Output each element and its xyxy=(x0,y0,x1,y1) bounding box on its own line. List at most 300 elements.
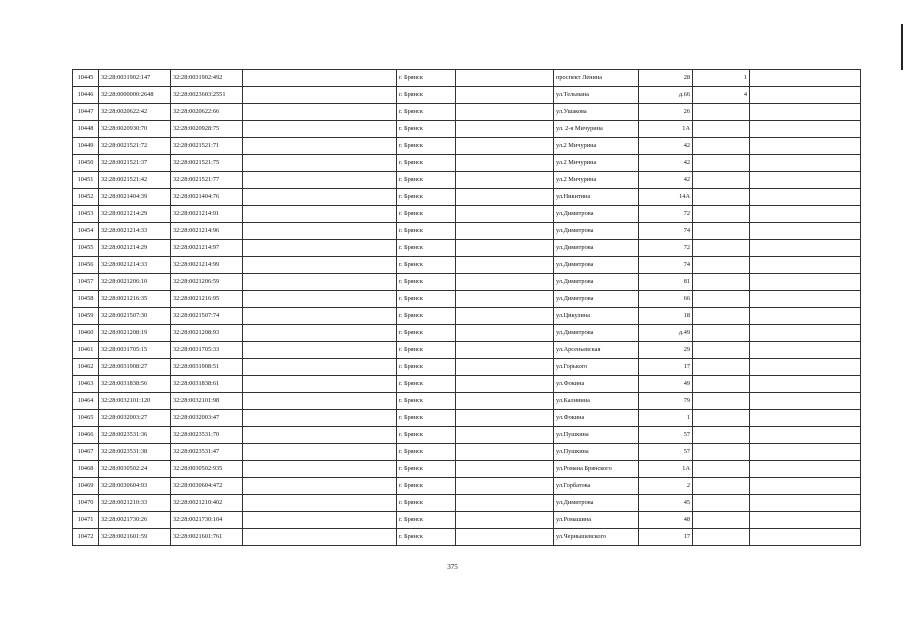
empty-cell xyxy=(243,121,397,138)
city-cell: г. Брянск xyxy=(397,240,456,257)
table-row xyxy=(73,512,861,529)
table-row xyxy=(73,274,861,291)
empty-cell xyxy=(750,308,861,325)
row-number-cell: 10463 xyxy=(73,376,99,393)
row-number-cell: 10445 xyxy=(73,70,99,87)
row-number-cell: 10457 xyxy=(73,274,99,291)
city-cell: г. Брянск xyxy=(397,257,456,274)
land-cadastral-number-cell: 32:28:0021730:26 xyxy=(99,512,171,529)
empty-cell xyxy=(750,444,861,461)
count-cell xyxy=(693,274,750,291)
land-cadastral-number-cell: 32:28:0021210:33 xyxy=(99,495,171,512)
house-number-cell: 1А xyxy=(639,461,693,478)
building-cadastral-number-cell: 32:28:0020622:66 xyxy=(171,104,243,121)
building-cadastral-number-cell: 32:28:0023603:2551 xyxy=(171,87,243,104)
empty-cell xyxy=(243,189,397,206)
empty-cell xyxy=(243,223,397,240)
table-row xyxy=(73,87,861,104)
empty-cell xyxy=(750,155,861,172)
page-number: 375 xyxy=(447,563,458,571)
street-cell: ул.Пушкина xyxy=(554,444,639,461)
building-cadastral-number-cell: 32:28:0021521:75 xyxy=(171,155,243,172)
table-row xyxy=(73,444,861,461)
count-cell xyxy=(693,512,750,529)
building-cadastral-number-cell: 32:28:0021216:95 xyxy=(171,291,243,308)
building-cadastral-number-cell: 32:28:0021507:74 xyxy=(171,308,243,325)
empty-cell xyxy=(750,291,861,308)
house-number-cell: 48 xyxy=(639,512,693,529)
table-row xyxy=(73,376,861,393)
table-row xyxy=(73,529,861,546)
row-number-cell: 10469 xyxy=(73,478,99,495)
row-number-cell: 10451 xyxy=(73,172,99,189)
city-cell: г. Брянск xyxy=(397,376,456,393)
row-number-cell: 10468 xyxy=(73,461,99,478)
empty-cell xyxy=(456,529,554,546)
house-number-cell: 17 xyxy=(639,529,693,546)
city-cell: г. Брянск xyxy=(397,342,456,359)
building-cadastral-number-cell: 32:28:0021521:77 xyxy=(171,172,243,189)
empty-cell xyxy=(750,512,861,529)
street-cell: ул.Димитрова xyxy=(554,257,639,274)
house-number-cell: 57 xyxy=(639,427,693,444)
count-cell xyxy=(693,325,750,342)
register-body xyxy=(73,70,861,546)
count-cell xyxy=(693,376,750,393)
building-cadastral-number-cell: 32:28:0030604:472 xyxy=(171,478,243,495)
empty-cell xyxy=(750,325,861,342)
building-cadastral-number-cell: 32:28:0021214:91 xyxy=(171,206,243,223)
street-cell: ул.Арсеньевская xyxy=(554,342,639,359)
land-cadastral-number-cell: 32:28:0032101:120 xyxy=(99,393,171,410)
empty-cell xyxy=(456,257,554,274)
empty-cell xyxy=(456,478,554,495)
land-cadastral-number-cell: 32:28:0020930:70 xyxy=(99,121,171,138)
table-row xyxy=(73,104,861,121)
empty-cell xyxy=(456,461,554,478)
city-cell: г. Брянск xyxy=(397,308,456,325)
street-cell: ул.Димитрова xyxy=(554,325,639,342)
table-row xyxy=(73,240,861,257)
count-cell xyxy=(693,257,750,274)
building-cadastral-number-cell: 32:28:0021210:402 xyxy=(171,495,243,512)
land-cadastral-number-cell: 32:28:0021216:35 xyxy=(99,291,171,308)
building-cadastral-number-cell: 32:28:0020928:75 xyxy=(171,121,243,138)
count-cell xyxy=(693,342,750,359)
empty-cell xyxy=(456,393,554,410)
empty-cell xyxy=(456,240,554,257)
empty-cell xyxy=(243,444,397,461)
city-cell: г. Брянск xyxy=(397,410,456,427)
empty-cell xyxy=(750,87,861,104)
empty-cell xyxy=(750,138,861,155)
empty-cell xyxy=(456,87,554,104)
row-number-cell: 10471 xyxy=(73,512,99,529)
empty-cell xyxy=(750,376,861,393)
row-number-cell: 10448 xyxy=(73,121,99,138)
house-number-cell: 42 xyxy=(639,138,693,155)
empty-cell xyxy=(243,87,397,104)
street-cell: ул.Романа Брянского xyxy=(554,461,639,478)
building-cadastral-number-cell: 32:28:0032003:47 xyxy=(171,410,243,427)
building-cadastral-number-cell: 32:28:0032101:98 xyxy=(171,393,243,410)
land-cadastral-number-cell: 32:28:0021214:33 xyxy=(99,223,171,240)
count-cell: 4 xyxy=(693,87,750,104)
house-number-cell: 81 xyxy=(639,274,693,291)
row-number-cell: 10465 xyxy=(73,410,99,427)
empty-cell xyxy=(456,308,554,325)
house-number-cell: 72 xyxy=(639,240,693,257)
street-cell: ул.Горького xyxy=(554,359,639,376)
house-number-cell: 14А xyxy=(639,189,693,206)
street-cell: ул.Пушкина xyxy=(554,427,639,444)
house-number-cell: д.66 xyxy=(639,87,693,104)
empty-cell xyxy=(456,376,554,393)
land-cadastral-number-cell: 32:28:0021521:72 xyxy=(99,138,171,155)
house-number-cell: 45 xyxy=(639,495,693,512)
building-cadastral-number-cell: 32:28:0031705:33 xyxy=(171,342,243,359)
row-number-cell: 10467 xyxy=(73,444,99,461)
house-number-cell: 57 xyxy=(639,444,693,461)
street-cell: ул.Никитина xyxy=(554,189,639,206)
city-cell: г. Брянск xyxy=(397,359,456,376)
city-cell: г. Брянск xyxy=(397,206,456,223)
land-cadastral-number-cell: 32:28:0030502:24 xyxy=(99,461,171,478)
empty-cell xyxy=(456,206,554,223)
land-cadastral-number-cell: 32:28:0023531:38 xyxy=(99,444,171,461)
street-cell: ул. 2-я Мичурина xyxy=(554,121,639,138)
table-row xyxy=(73,393,861,410)
table-row xyxy=(73,70,861,87)
building-cadastral-number-cell: 32:28:0021404:76 xyxy=(171,189,243,206)
land-cadastral-number-cell: 32:28:0021507:30 xyxy=(99,308,171,325)
building-cadastral-number-cell: 32:28:0023531:70 xyxy=(171,427,243,444)
street-cell: ул.2 Мичурина xyxy=(554,138,639,155)
row-number-cell: 10452 xyxy=(73,189,99,206)
row-number-cell: 10454 xyxy=(73,223,99,240)
land-cadastral-number-cell: 32:28:0031908:27 xyxy=(99,359,171,376)
building-cadastral-number-cell: 32:28:0021214:97 xyxy=(171,240,243,257)
empty-cell xyxy=(243,342,397,359)
count-cell xyxy=(693,410,750,427)
empty-cell xyxy=(456,342,554,359)
empty-cell xyxy=(243,359,397,376)
building-cadastral-number-cell: 32:28:0031838:61 xyxy=(171,376,243,393)
empty-cell xyxy=(456,325,554,342)
empty-cell xyxy=(243,308,397,325)
land-cadastral-number-cell: 32:28:0031838:56 xyxy=(99,376,171,393)
house-number-cell: 1 xyxy=(639,410,693,427)
empty-cell xyxy=(750,359,861,376)
land-cadastral-number-cell: 32:28:0020622:42 xyxy=(99,104,171,121)
count-cell xyxy=(693,444,750,461)
empty-cell xyxy=(750,461,861,478)
empty-cell xyxy=(750,206,861,223)
table-row xyxy=(73,325,861,342)
building-cadastral-number-cell: 32:28:0021214:96 xyxy=(171,223,243,240)
house-number-cell: 18 xyxy=(639,308,693,325)
street-cell: ул.Димитрова xyxy=(554,495,639,512)
house-number-cell: д.49 xyxy=(639,325,693,342)
empty-cell xyxy=(750,189,861,206)
land-cadastral-number-cell: 32:28:0000000:2648 xyxy=(99,87,171,104)
city-cell: г. Брянск xyxy=(397,138,456,155)
land-cadastral-number-cell: 32:28:0021521:37 xyxy=(99,155,171,172)
count-cell xyxy=(693,104,750,121)
table-row xyxy=(73,359,861,376)
count-cell xyxy=(693,359,750,376)
city-cell: г. Брянск xyxy=(397,189,456,206)
empty-cell xyxy=(243,325,397,342)
empty-cell xyxy=(456,410,554,427)
land-cadastral-number-cell: 32:28:0021208:19 xyxy=(99,325,171,342)
empty-cell xyxy=(750,529,861,546)
city-cell: г. Брянск xyxy=(397,70,456,87)
city-cell: г. Брянск xyxy=(397,223,456,240)
house-number-cell: 74 xyxy=(639,223,693,240)
count-cell xyxy=(693,172,750,189)
street-cell: ул.Ушакова xyxy=(554,104,639,121)
table-row xyxy=(73,495,861,512)
land-cadastral-number-cell: 32:28:0031902:147 xyxy=(99,70,171,87)
city-cell: г. Брянск xyxy=(397,121,456,138)
row-number-cell: 10470 xyxy=(73,495,99,512)
empty-cell xyxy=(456,155,554,172)
table-row xyxy=(73,121,861,138)
house-number-cell: 1А xyxy=(639,121,693,138)
city-cell: г. Брянск xyxy=(397,512,456,529)
city-cell: г. Брянск xyxy=(397,393,456,410)
table-row xyxy=(73,206,861,223)
land-cadastral-number-cell: 32:28:0030604:93 xyxy=(99,478,171,495)
table-row xyxy=(73,257,861,274)
land-cadastral-number-cell: 32:28:0032003:27 xyxy=(99,410,171,427)
row-number-cell: 10458 xyxy=(73,291,99,308)
empty-cell xyxy=(243,427,397,444)
street-cell: ул.Чернышевского xyxy=(554,529,639,546)
count-cell xyxy=(693,529,750,546)
count-cell xyxy=(693,427,750,444)
building-cadastral-number-cell: 32:28:0021601:761 xyxy=(171,529,243,546)
row-number-cell: 10447 xyxy=(73,104,99,121)
empty-cell xyxy=(456,189,554,206)
empty-cell xyxy=(243,478,397,495)
land-cadastral-number-cell: 32:28:0031705:15 xyxy=(99,342,171,359)
house-number-cell: 17 xyxy=(639,359,693,376)
city-cell: г. Брянск xyxy=(397,529,456,546)
street-cell: ул.Димитрова xyxy=(554,223,639,240)
table-row xyxy=(73,308,861,325)
empty-cell xyxy=(243,155,397,172)
empty-cell xyxy=(456,512,554,529)
count-cell xyxy=(693,206,750,223)
street-cell: ул.Димитрова xyxy=(554,274,639,291)
street-cell: ул.2 Мичурина xyxy=(554,172,639,189)
table-row xyxy=(73,172,861,189)
row-number-cell: 10464 xyxy=(73,393,99,410)
house-number-cell: 72 xyxy=(639,206,693,223)
empty-cell xyxy=(456,495,554,512)
building-cadastral-number-cell: 32:28:0021206:59 xyxy=(171,274,243,291)
city-cell: г. Брянск xyxy=(397,155,456,172)
row-number-cell: 10462 xyxy=(73,359,99,376)
count-cell xyxy=(693,291,750,308)
table-row xyxy=(73,138,861,155)
land-cadastral-number-cell: 32:28:0021404:39 xyxy=(99,189,171,206)
row-number-cell: 10453 xyxy=(73,206,99,223)
empty-cell xyxy=(750,240,861,257)
count-cell xyxy=(693,308,750,325)
row-number-cell: 10472 xyxy=(73,529,99,546)
house-number-cell: 29 xyxy=(639,342,693,359)
city-cell: г. Брянск xyxy=(397,325,456,342)
table-row xyxy=(73,291,861,308)
empty-cell xyxy=(456,223,554,240)
house-number-cell: 49 xyxy=(639,376,693,393)
house-number-cell: 42 xyxy=(639,172,693,189)
row-number-cell: 10461 xyxy=(73,342,99,359)
city-cell: г. Брянск xyxy=(397,291,456,308)
table-row xyxy=(73,478,861,495)
house-number-cell: 28 xyxy=(639,70,693,87)
empty-cell xyxy=(243,206,397,223)
scan-edge-mark xyxy=(901,24,903,70)
empty-cell xyxy=(456,138,554,155)
row-number-cell: 10449 xyxy=(73,138,99,155)
building-cadastral-number-cell: 32:28:0021730:104 xyxy=(171,512,243,529)
building-cadastral-number-cell: 32:28:0031902:492 xyxy=(171,70,243,87)
row-number-cell: 10456 xyxy=(73,257,99,274)
row-number-cell: 10455 xyxy=(73,240,99,257)
city-cell: г. Брянск xyxy=(397,444,456,461)
street-cell: ул.Димитрова xyxy=(554,291,639,308)
table-row xyxy=(73,155,861,172)
count-cell xyxy=(693,223,750,240)
empty-cell xyxy=(243,70,397,87)
table-row xyxy=(73,427,861,444)
row-number-cell: 10446 xyxy=(73,87,99,104)
building-cadastral-number-cell: 32:28:0030502:935 xyxy=(171,461,243,478)
table-row xyxy=(73,461,861,478)
empty-cell xyxy=(750,274,861,291)
count-cell: 1 xyxy=(693,70,750,87)
building-cadastral-number-cell: 32:28:0021208:93 xyxy=(171,325,243,342)
empty-cell xyxy=(243,291,397,308)
empty-cell xyxy=(243,257,397,274)
street-cell: ул.Димитрова xyxy=(554,206,639,223)
city-cell: г. Брянск xyxy=(397,478,456,495)
house-number-cell: 42 xyxy=(639,155,693,172)
count-cell xyxy=(693,478,750,495)
empty-cell xyxy=(243,529,397,546)
row-number-cell: 10450 xyxy=(73,155,99,172)
house-number-cell: 2 xyxy=(639,478,693,495)
table-row xyxy=(73,342,861,359)
count-cell xyxy=(693,461,750,478)
land-cadastral-number-cell: 32:28:0021214:33 xyxy=(99,257,171,274)
empty-cell xyxy=(243,172,397,189)
empty-cell xyxy=(750,478,861,495)
empty-cell xyxy=(750,393,861,410)
street-cell: ул.Цикулина xyxy=(554,308,639,325)
empty-cell xyxy=(243,104,397,121)
land-cadastral-number-cell: 32:28:0021214:29 xyxy=(99,240,171,257)
empty-cell xyxy=(750,410,861,427)
city-cell: г. Брянск xyxy=(397,87,456,104)
street-cell: ул.Димитрова xyxy=(554,240,639,257)
count-cell xyxy=(693,155,750,172)
empty-cell xyxy=(750,495,861,512)
empty-cell xyxy=(456,444,554,461)
row-number-cell: 10460 xyxy=(73,325,99,342)
street-cell: ул.2 Мичурина xyxy=(554,155,639,172)
city-cell: г. Брянск xyxy=(397,172,456,189)
street-cell: проспект Ленина xyxy=(554,70,639,87)
house-number-cell: 74 xyxy=(639,257,693,274)
land-cadastral-number-cell: 32:28:0021214:29 xyxy=(99,206,171,223)
house-number-cell: 79 xyxy=(639,393,693,410)
street-cell: ул.Горбатова xyxy=(554,478,639,495)
empty-cell xyxy=(456,70,554,87)
count-cell xyxy=(693,138,750,155)
empty-cell xyxy=(243,461,397,478)
empty-cell xyxy=(750,257,861,274)
city-cell: г. Брянск xyxy=(397,274,456,291)
street-cell: ул.Фокина xyxy=(554,376,639,393)
empty-cell xyxy=(456,172,554,189)
empty-cell xyxy=(456,274,554,291)
count-cell xyxy=(693,495,750,512)
empty-cell xyxy=(456,121,554,138)
street-cell: ул.Ромашина xyxy=(554,512,639,529)
table-row xyxy=(73,189,861,206)
city-cell: г. Брянск xyxy=(397,495,456,512)
empty-cell xyxy=(750,121,861,138)
empty-cell xyxy=(750,223,861,240)
empty-cell xyxy=(750,427,861,444)
building-cadastral-number-cell: 32:28:0031908:51 xyxy=(171,359,243,376)
empty-cell xyxy=(750,104,861,121)
empty-cell xyxy=(243,240,397,257)
building-cadastral-number-cell: 32:28:0021521:71 xyxy=(171,138,243,155)
empty-cell xyxy=(243,512,397,529)
empty-cell xyxy=(243,376,397,393)
empty-cell xyxy=(456,359,554,376)
building-cadastral-number-cell: 32:28:0023531:47 xyxy=(171,444,243,461)
house-number-cell: 66 xyxy=(639,291,693,308)
empty-cell xyxy=(243,393,397,410)
empty-cell xyxy=(243,274,397,291)
empty-cell xyxy=(243,495,397,512)
property-register-table xyxy=(72,69,861,546)
row-number-cell: 10466 xyxy=(73,427,99,444)
count-cell xyxy=(693,240,750,257)
empty-cell xyxy=(750,70,861,87)
land-cadastral-number-cell: 32:28:0023531:36 xyxy=(99,427,171,444)
street-cell: ул.Фокина xyxy=(554,410,639,427)
table-row xyxy=(73,410,861,427)
count-cell xyxy=(693,189,750,206)
empty-cell xyxy=(456,104,554,121)
city-cell: г. Брянск xyxy=(397,104,456,121)
land-cadastral-number-cell: 32:28:0021521:42 xyxy=(99,172,171,189)
building-cadastral-number-cell: 32:28:0021214:99 xyxy=(171,257,243,274)
empty-cell xyxy=(750,172,861,189)
empty-cell xyxy=(456,291,554,308)
empty-cell xyxy=(750,342,861,359)
row-number-cell: 10459 xyxy=(73,308,99,325)
empty-cell xyxy=(243,138,397,155)
